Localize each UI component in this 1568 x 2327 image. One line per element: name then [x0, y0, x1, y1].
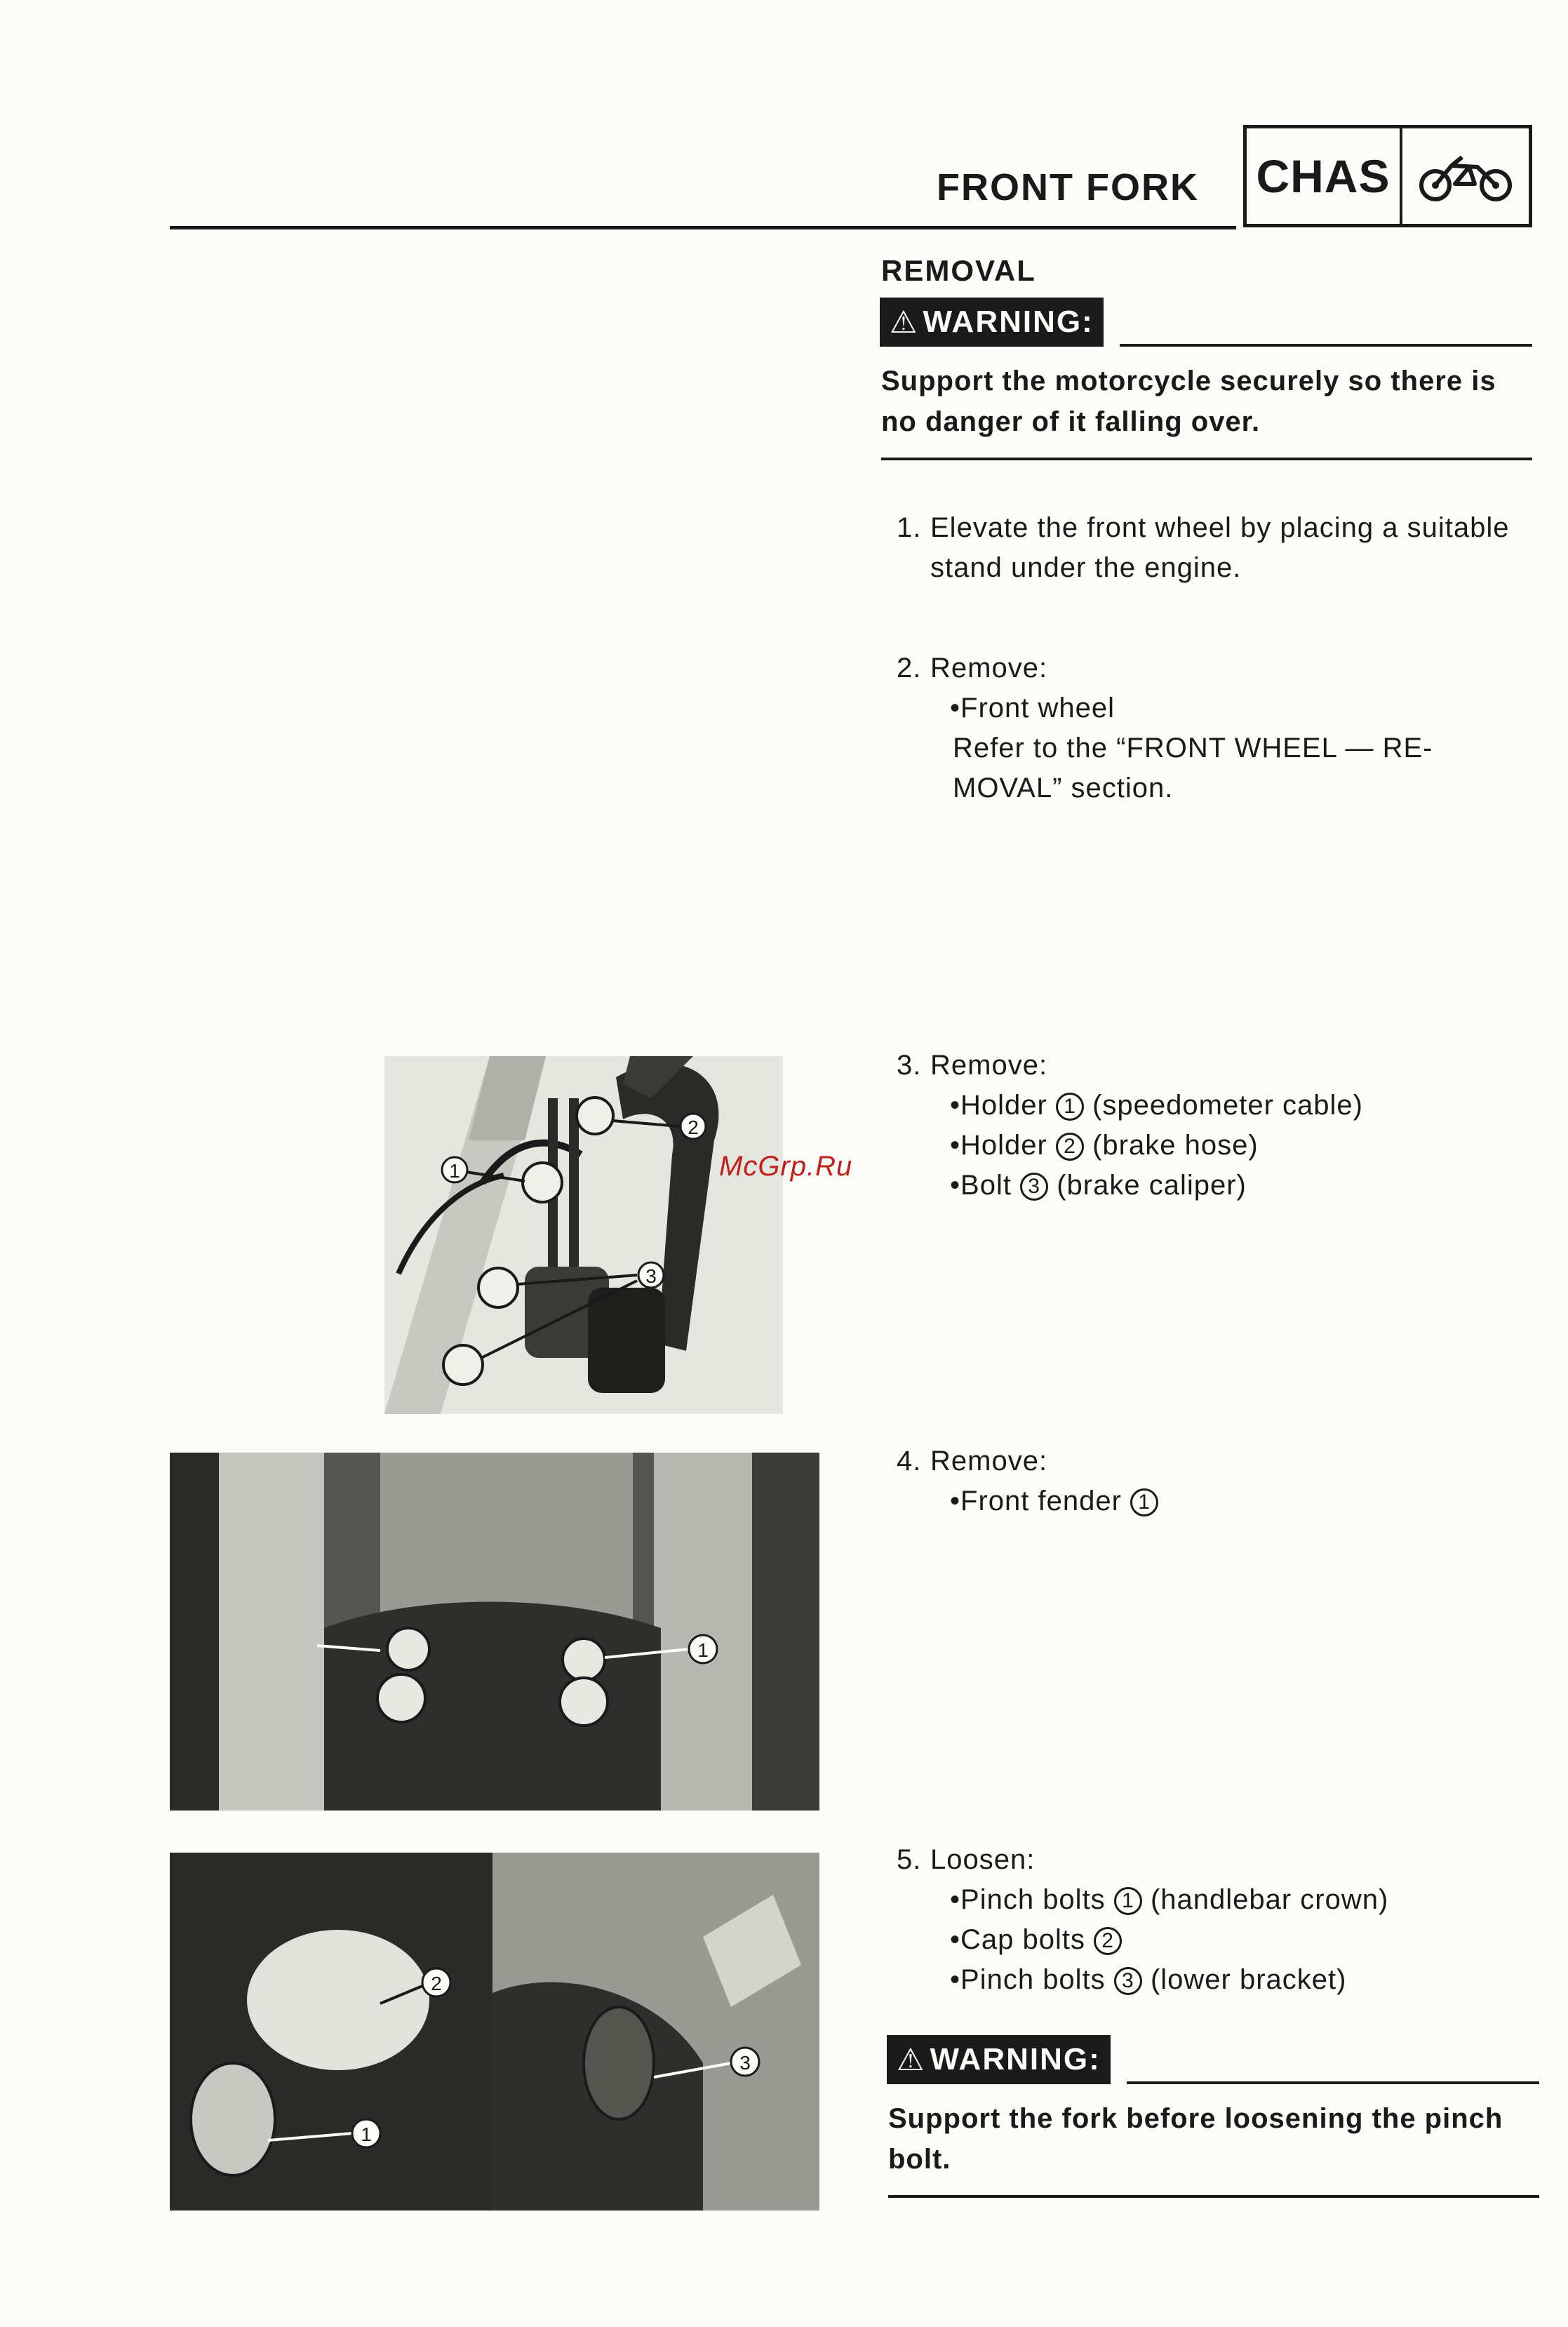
step-5-number: 5. [897, 1844, 922, 1875]
watermark: McGrp.Ru [719, 1151, 853, 1182]
item-label: Front fender [960, 1486, 1122, 1516]
step-4-action: Remove: [930, 1446, 1048, 1476]
warning-triangle-icon: ⚠ [890, 305, 919, 340]
item-label: Holder [960, 1130, 1047, 1161]
step-4-number: 4. [897, 1446, 922, 1476]
step-3-item-2: •Holder 2 (brake hose) [950, 1130, 1259, 1161]
item-label: Pinch bolts [960, 1964, 1106, 1995]
callout-number: 2 [1056, 1133, 1084, 1161]
callout-number: 1 [1114, 1887, 1142, 1915]
header-rule [170, 226, 1236, 229]
warning-badge-1 [880, 298, 1104, 347]
warning-end-rule-1 [881, 458, 1532, 460]
warning-label-2: WARNING: [930, 2042, 1101, 2076]
step-4 [897, 1441, 1158, 1521]
step-2-number: 2. [897, 653, 922, 684]
item-label: Holder [960, 1090, 1047, 1121]
step-3-item-3: •Bolt 3 (brake caliper) [950, 1170, 1247, 1201]
item-desc: (brake hose) [1092, 1130, 1259, 1161]
warning-text-1 [881, 361, 1496, 442]
motorcycle-icon [1402, 128, 1529, 224]
step-5-item-1: •Pinch bolts 1 (handlebar crown) [950, 1884, 1389, 1915]
step-5-item-3: •Pinch bolts 3 (lower bracket) [950, 1964, 1347, 1995]
warning-badge-2 [887, 2035, 1111, 2084]
photo-fork-brake [384, 1056, 783, 1414]
step-2-ref-line1: Refer to the “FRONT WHEEL — RE- [953, 733, 1433, 764]
step-5 [897, 1840, 1388, 2000]
step-1-line1: Elevate the front wheel by placing a suitable [930, 512, 1510, 543]
warning-text-1-line2: no danger of it falling over. [881, 406, 1261, 437]
warning-text-1-line1: Support the motorcycle securely so there is [881, 366, 1496, 396]
photo3-callout-1: 1 [449, 1160, 460, 1182]
section-code: CHAS [1247, 128, 1402, 224]
removal-heading: REMOVAL [881, 254, 1036, 287]
photo3-callout-3: 3 [645, 1265, 657, 1287]
step-4-item-1: •Front fender 1 [897, 1481, 1158, 1521]
callout-number: 3 [1020, 1173, 1048, 1201]
callout-number: 2 [1094, 1927, 1122, 1955]
photo5-callout-1: 1 [361, 2123, 372, 2145]
step-2-ref-line2: MOVAL” section. [953, 773, 1174, 804]
step-1-line2: stand under the engine. [930, 552, 1242, 583]
warning-text-2 [888, 2098, 1503, 2180]
item-desc: (handlebar crown) [1150, 1884, 1389, 1915]
photo5-callout-3: 3 [739, 2052, 751, 2074]
callout-number: 1 [1056, 1093, 1084, 1121]
step-5-item-2: •Cap bolts 2 [897, 1920, 1388, 1960]
item-desc: (lower bracket) [1150, 1964, 1347, 1995]
photo-pinch-bolts [170, 1853, 819, 2211]
step-2-action: Remove: [930, 653, 1048, 684]
photo4-callout-1: 1 [697, 1639, 709, 1661]
step-3-number: 3. [897, 1050, 922, 1081]
warning-end-rule-2 [888, 2195, 1539, 2198]
item-desc: (speedometer cable) [1092, 1090, 1363, 1121]
warning-triangle-icon: ⚠ [897, 2042, 926, 2077]
step-2 [897, 648, 1433, 808]
callout-number: 3 [1114, 1967, 1142, 1995]
step-3 [897, 1046, 1363, 1206]
step-3-item-1: •Holder 1 (speedometer cable) [950, 1090, 1363, 1121]
warning-label-1: WARNING: [923, 305, 1094, 339]
step-1 [897, 508, 1510, 588]
warning-text-2-line1: Support the fork before loosening the pinch [888, 2103, 1503, 2134]
callout-number: 1 [1130, 1488, 1158, 1516]
photo5-callout-2: 2 [431, 1973, 442, 1994]
step-2-item: Front wheel [960, 693, 1115, 724]
warning-rule-2 [1127, 2081, 1539, 2084]
bullet: • [950, 693, 961, 724]
item-label: Bolt [960, 1170, 1012, 1201]
item-label: Cap bolts [960, 1924, 1085, 1955]
step-5-action: Loosen: [930, 1844, 1036, 1875]
step-1-number: 1. [897, 512, 922, 543]
section-code-box [1243, 125, 1532, 227]
item-desc: (brake caliper) [1057, 1170, 1247, 1201]
section-title: FRONT FORK [937, 166, 1199, 208]
step-3-action: Remove: [930, 1050, 1048, 1081]
warning-text-2-line2: bolt. [888, 2144, 951, 2175]
photo3-callout-2: 2 [688, 1116, 699, 1138]
warning-rule-1 [1120, 344, 1532, 347]
photo-front-fender [170, 1453, 819, 1811]
item-label: Pinch bolts [960, 1884, 1106, 1915]
